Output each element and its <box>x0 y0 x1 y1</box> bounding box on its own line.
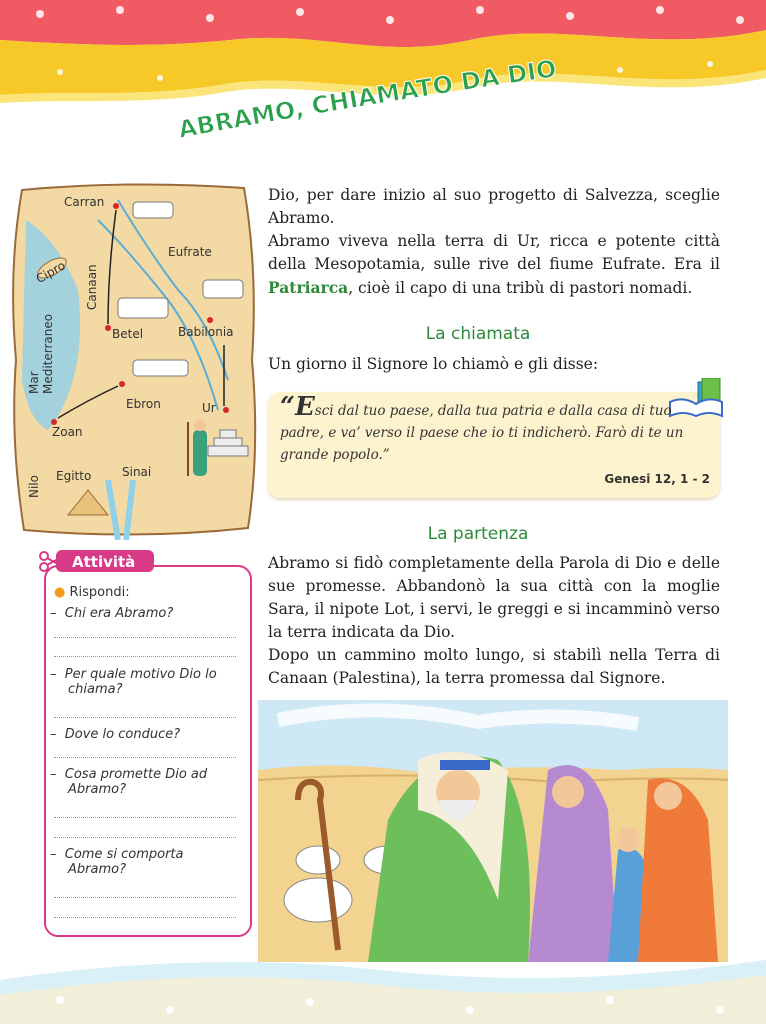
activity-tag <box>38 548 158 574</box>
partenza-heading: La partenza <box>427 524 529 544</box>
answer-line[interactable] <box>54 897 236 898</box>
activity-intro: ● Rispondi: <box>54 585 130 600</box>
quote-initial: E <box>294 392 315 422</box>
map-label-nilo: Nilo <box>27 475 41 498</box>
map-label-betel: Betel <box>112 327 144 341</box>
partenza-paragraph-2: Dopo un cammino molto lungo, si stabilì nella Terra di Canaan (Palestina), la terra promessa dal Signore. <box>268 646 720 687</box>
quote-reference: Genesi 12, 1 - 2 <box>604 472 710 486</box>
answer-line[interactable] <box>54 717 236 718</box>
answer-line[interactable] <box>54 837 236 838</box>
activity-question-2: – Per quale motivo Dio lo chiama? <box>50 667 217 697</box>
journey-illustration <box>258 700 728 962</box>
map-illustration <box>8 180 260 540</box>
intro-section <box>268 184 720 300</box>
map-label-sinai: Sinai <box>122 465 152 479</box>
scissors-icon <box>40 552 58 571</box>
answer-line[interactable] <box>54 917 236 918</box>
activity-question-3: – Dove lo conduce? <box>50 727 181 742</box>
activity-question-4: – Cosa promette Dio ad Abramo? <box>50 767 208 797</box>
map-label-egitto: Egitto <box>56 469 92 483</box>
page-title <box>170 58 570 148</box>
answer-line[interactable] <box>54 656 236 657</box>
map-label-ebron: Ebron <box>126 397 161 411</box>
map-label-mediterraneo: Mediterraneo <box>41 313 55 394</box>
patriarca-highlight: Patriarca <box>268 278 349 297</box>
bullet-icon: ● <box>54 585 66 600</box>
map-label-carran: Carran <box>64 195 105 209</box>
chiamata-text: Un giorno il Signore lo chiamò e gli disse: <box>268 355 599 373</box>
partenza-paragraph-1: Abramo si fidò completamente della Parola di Dio e delle sue promesse. Abbandonò la sua città con la moglie Sara, il nipote Lot, i servi, le greggi e si incamminò verso la terra indicata da Dio. <box>268 554 720 641</box>
map-label-eufrate: Eufrate <box>168 245 212 259</box>
map-label-zoan: Zoan <box>52 425 83 439</box>
activity-tag-label: Attività <box>72 553 136 571</box>
map-label-mar: Mar <box>27 371 41 394</box>
activity-question-1: – Chi era Abramo? <box>50 606 174 621</box>
quote-text: “Esci dal tuo paese, dalla tua patria e dalla casa di tuo padre, e va’ verso il paese che io ti indicherò. Farò di te un grande popolo.” <box>280 392 684 463</box>
footer-decoration <box>0 940 766 1024</box>
chiamata-heading: La chiamata <box>425 324 531 344</box>
answer-line[interactable] <box>54 817 236 818</box>
map-label-babilonia: Babilonia <box>178 325 234 339</box>
partenza-section <box>268 552 720 690</box>
answer-line[interactable] <box>54 757 236 758</box>
map-label-cipro: Cipro <box>33 258 68 287</box>
intro-paragraph-2: Abramo viveva nella terra di Ur, ricca e potente città della Mesopotamia, sulle rive del fiume Eufrate. Era il Patriarca, cioè il capo di una tribù di pastori nomadi. <box>268 232 720 297</box>
intro-paragraph-1: Dio, per dare inizio al suo progetto di Salvezza, sceglie Abramo. <box>268 186 720 227</box>
activity-question-5: – Come si comporta Abramo? <box>50 847 184 877</box>
page-title-text: ABRAMO, CHIAMATO DA DIO <box>176 58 559 144</box>
answer-line[interactable] <box>54 637 236 638</box>
map-label-canaan: Canaan <box>85 264 99 310</box>
map-label-ur: Ur <box>202 401 216 415</box>
